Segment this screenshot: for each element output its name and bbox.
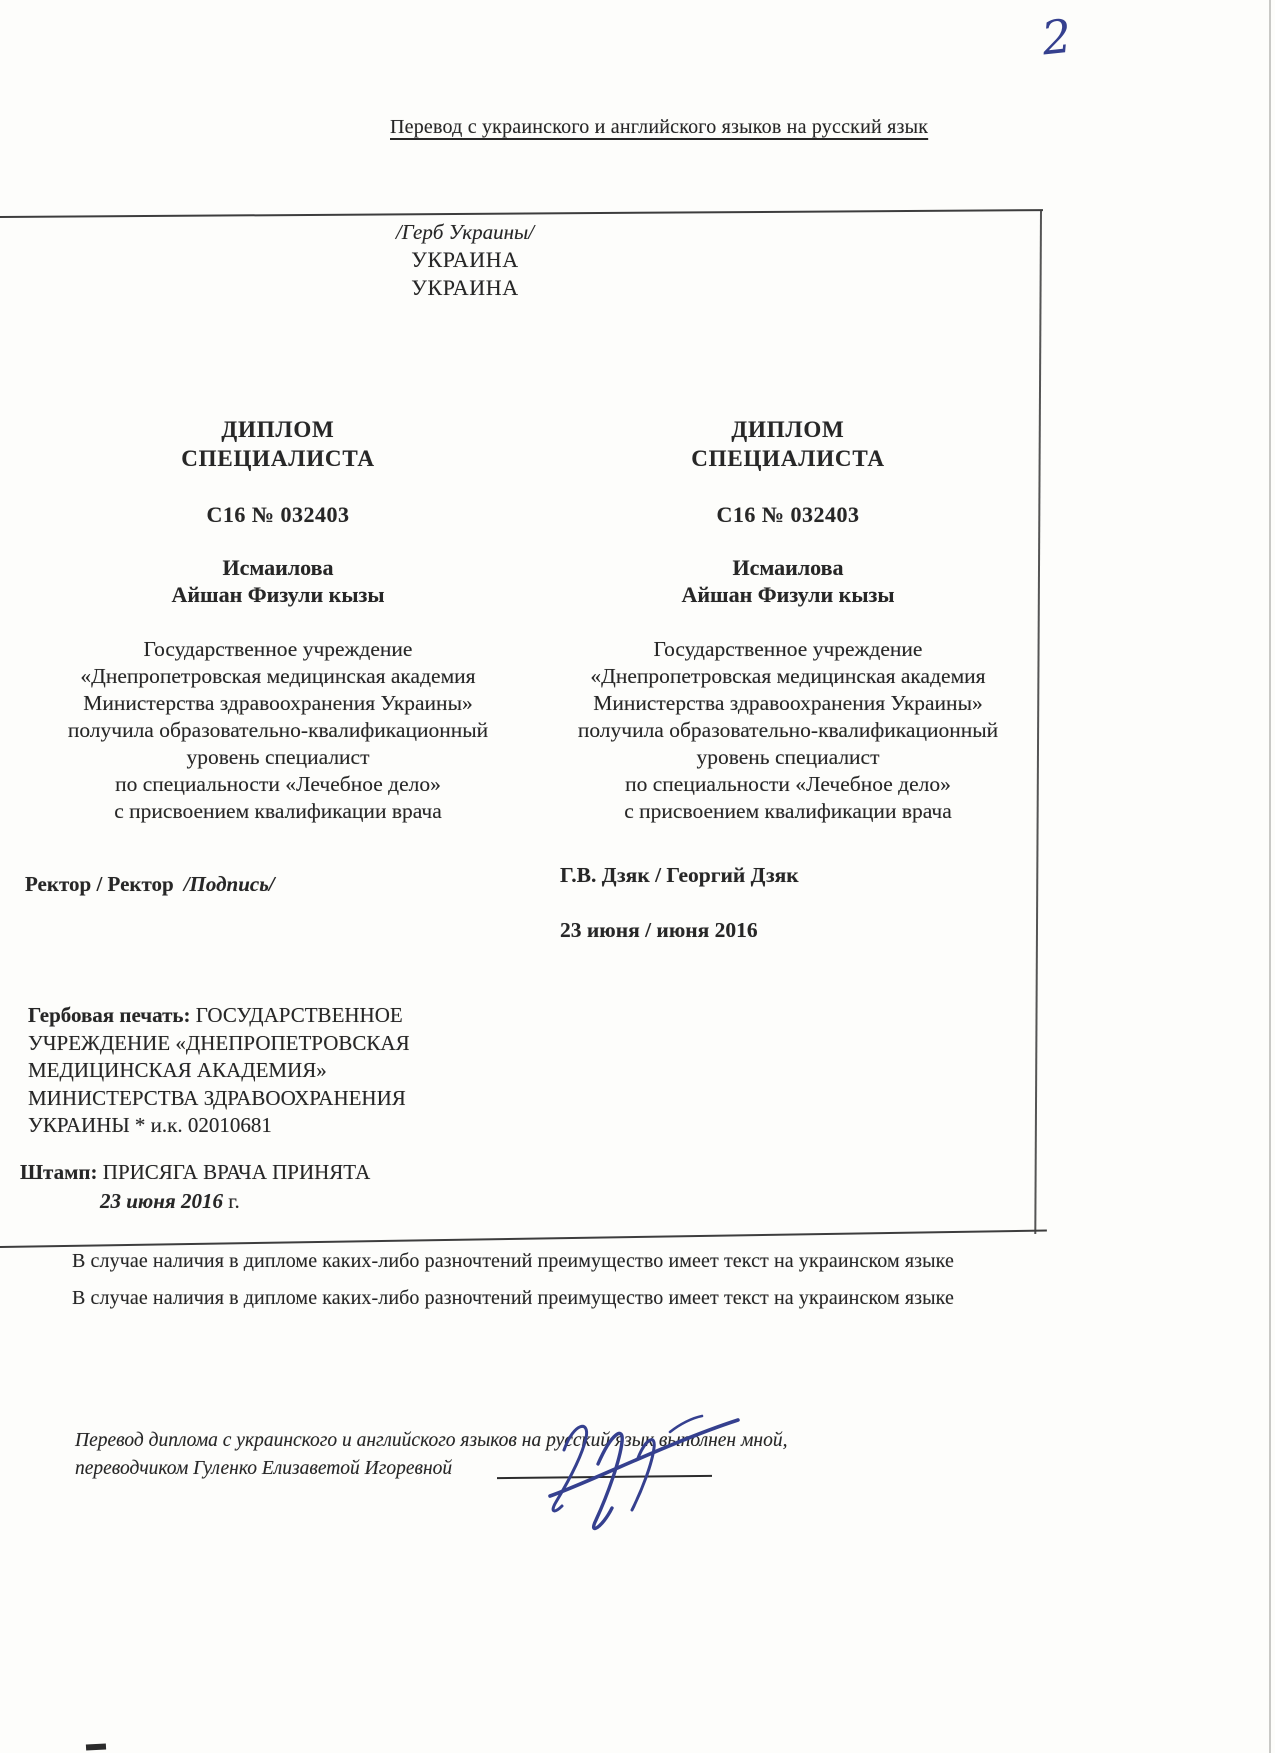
- stamp-description-line: [20, 1160, 370, 1185]
- diploma-body-text: [538, 636, 1038, 825]
- stamp-text: ПРИСЯГА ВРАЧА ПРИНЯТА: [102, 1160, 371, 1184]
- diploma-title-line2: СПЕЦИАЛИСТА: [691, 446, 885, 471]
- coat-of-arms-note: /Герб Украины/: [395, 220, 535, 244]
- body-line: по специальности «Лечебное дело»: [625, 772, 951, 796]
- body-line: «Днепропетровская медицинская академия: [590, 664, 986, 688]
- body-line: «Днепропетровская медицинская академия: [80, 664, 476, 688]
- translator-note-line2: переводчиком Гуленко Елизаветой Игоревной: [75, 1458, 453, 1479]
- body-line: по специальности «Лечебное дело»: [115, 772, 441, 796]
- body-line: Государственное учреждение: [653, 637, 923, 661]
- body-line: получила образовательно-квалификационный: [67, 718, 489, 742]
- diploma-number: С16 № 032403: [716, 502, 860, 527]
- handwritten-page-number: 2: [1039, 8, 1075, 66]
- disclaimer-line2: В случае наличия в дипломе каких-либо разночтений преимущество имеет текст на украинском языке: [72, 1287, 954, 1309]
- holder-surname: Исмаилова: [222, 555, 334, 580]
- frame-border-bottom: [0, 1230, 1047, 1248]
- stamp-label: Штамп:: [20, 1160, 98, 1184]
- signature-placeholder-note: /Подпись/: [183, 872, 275, 896]
- translator-signature: [520, 1398, 760, 1538]
- scan-edge-line: [1269, 0, 1271, 1753]
- seal-text-line1: ГОСУДАРСТВЕННОЕ: [195, 1003, 403, 1027]
- diploma-title-line1: ДИПЛОМ: [221, 417, 335, 442]
- body-line: уровень специалист: [696, 745, 880, 769]
- diploma-column-right: [538, 415, 1038, 825]
- body-line: уровень специалист: [186, 745, 370, 769]
- body-line: с присвоением квалификации врача: [624, 799, 952, 823]
- seal-description-block: [28, 1002, 488, 1140]
- stamp-date: 23 июня 2016: [100, 1189, 223, 1213]
- diploma-column-left: [28, 415, 528, 825]
- holder-given-names: Айшан Физули кызы: [171, 582, 385, 607]
- diploma-date-line: 23 июня / июня 2016: [560, 918, 758, 942]
- body-line: Министерства здравоохранения Украины»: [83, 691, 473, 715]
- disclaimer-line1: В случае наличия в дипломе каких-либо разночтений преимущество имеет текст на украинском языке: [72, 1250, 954, 1272]
- diploma-title-line1: ДИПЛОМ: [731, 417, 845, 442]
- rector-label: Ректор / Ректор: [25, 872, 174, 896]
- country-name-line2: УКРАИНА: [411, 275, 519, 300]
- seal-text-line3: МЕДИЦИНСКАЯ АКАДЕМИЯ»: [28, 1058, 327, 1082]
- scan-speck: [86, 1743, 106, 1750]
- body-line: Министерства здравоохранения Украины»: [593, 691, 983, 715]
- seal-text-line2: УЧРЕЖДЕНИЕ «ДНЕПРОПЕТРОВСКАЯ: [28, 1030, 410, 1055]
- country-name-line1: УКРАИНА: [411, 247, 519, 272]
- diploma-body-text: [28, 636, 528, 825]
- body-line: получила образовательно-квалификационный: [577, 718, 999, 742]
- translator-note-line1: Перевод диплома с украинского и английского языков на русский язык выполнен мной,: [75, 1430, 788, 1451]
- stamp-date-suffix: г.: [228, 1189, 240, 1213]
- body-line: с присвоением квалификации врача: [114, 799, 442, 823]
- frame-border-top: [0, 209, 1043, 218]
- rector-signature-row: [25, 872, 275, 897]
- translation-header: Перевод с украинского и английского языков на русский язык: [390, 116, 929, 138]
- diploma-title-line2: СПЕЦИАЛИСТА: [181, 446, 375, 471]
- rector-name-line: Г.В. Дзяк / Георгий Дзяк: [560, 863, 799, 887]
- seal-text-line4: МИНИСТЕРСТВА ЗДРАВООХРАНЕНИЯ: [28, 1085, 406, 1110]
- country-heading: [0, 218, 930, 302]
- stamp-date-line: [100, 1189, 240, 1214]
- diploma-number: С16 № 032403: [206, 502, 350, 527]
- holder-given-names: Айшан Физули кызы: [681, 582, 895, 607]
- seal-text-line5: УКРАИНЫ * и.к. 02010681: [28, 1113, 272, 1137]
- holder-surname: Исмаилова: [732, 555, 844, 580]
- body-line: Государственное учреждение: [143, 637, 413, 661]
- seal-label: Гербовая печать:: [28, 1003, 191, 1027]
